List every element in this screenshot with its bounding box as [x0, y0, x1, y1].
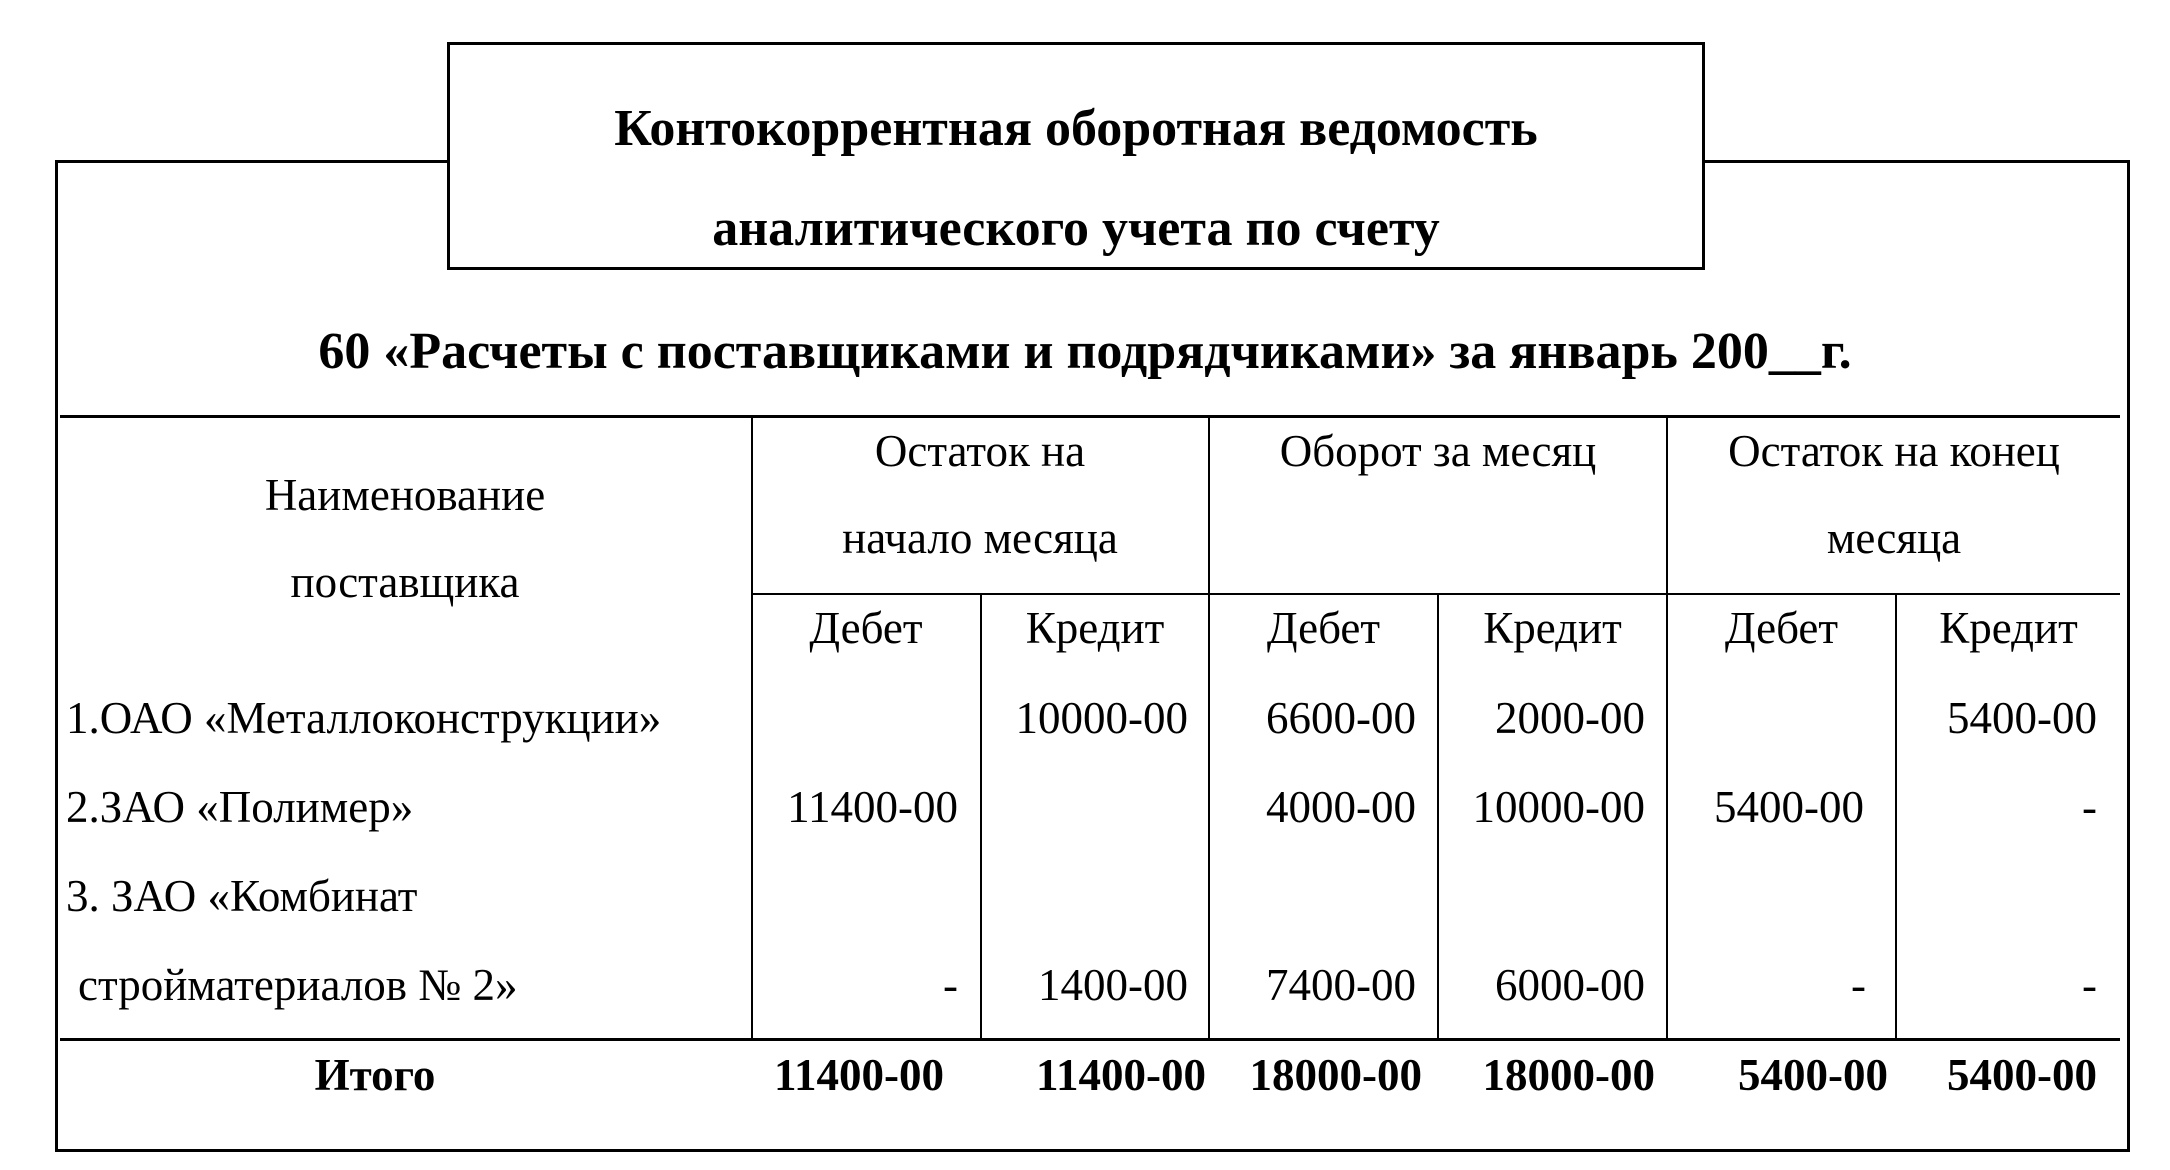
header-opening-line-2: начало месяца — [842, 513, 1118, 563]
title-box — [447, 42, 1705, 270]
header-close-credit: Кредит — [1939, 603, 2078, 653]
row-2-name: 2.ЗАО «Полимер» — [66, 782, 414, 832]
header-closing-line-2: месяца — [1826, 513, 1962, 563]
total-rule — [60, 1038, 2120, 1041]
row-2-close-debit: 5400-00 — [1714, 782, 1864, 832]
row-1-close-credit: 5400-00 — [1947, 693, 2097, 743]
header-close-debit: Дебет — [1724, 603, 1839, 653]
row-2-close-credit: - — [2082, 782, 2097, 832]
header-turn-debit: Дебет — [1266, 603, 1381, 653]
total-open-credit: 11400-00 — [1035, 1050, 1206, 1100]
header-open-credit: Кредит — [1025, 603, 1165, 653]
row-2-open-debit: 11400-00 — [787, 782, 958, 832]
title-line-2: аналитического учета по счету — [712, 200, 1440, 257]
header-turn-credit: Кредит — [1483, 603, 1622, 653]
table-top-rule — [60, 415, 2120, 418]
header-closing-line-1: Остаток на конец — [1728, 426, 2060, 476]
total-open-debit: 11400-00 — [773, 1050, 944, 1100]
row-1-turn-credit: 2000-00 — [1495, 693, 1645, 743]
row-1-name: 1.ОАО «Металлоконструкции» — [66, 693, 662, 743]
row-3-name-line-1: 3. ЗАО «Комбинат — [66, 871, 418, 921]
header-turnover: Оборот за месяц — [1279, 426, 1597, 476]
row-3-open-debit: - — [943, 960, 958, 1010]
row-1-turn-debit: 6600-00 — [1266, 693, 1416, 743]
header-sub-rule — [752, 593, 2120, 595]
total-turn-debit: 18000-00 — [1249, 1050, 1422, 1100]
row-3-open-credit: 1400-00 — [1038, 960, 1188, 1010]
total-turn-credit: 18000-00 — [1482, 1050, 1655, 1100]
subtitle: 60 «Расчеты с поставщиками и подрядчиками» за январь 200__г. — [318, 323, 1852, 380]
row-3-turn-credit: 6000-00 — [1495, 960, 1645, 1010]
header-opening-line-1: Остаток на — [874, 426, 1086, 476]
row-1-open-credit: 10000-00 — [1015, 693, 1188, 743]
total-close-debit: 5400-00 — [1738, 1050, 1888, 1100]
header-open-debit: Дебет — [809, 603, 923, 653]
total-label: Итого — [314, 1050, 436, 1100]
row-3-close-debit: - — [1851, 960, 1866, 1010]
row-3-name-line-2: стройматериалов № 2» — [78, 960, 518, 1010]
header-name-line-2: поставщика — [290, 557, 520, 607]
row-2-turn-debit: 4000-00 — [1266, 782, 1416, 832]
row-3-close-credit: - — [2082, 960, 2097, 1010]
row-2-turn-credit: 10000-00 — [1472, 782, 1645, 832]
row-3-turn-debit: 7400-00 — [1266, 960, 1416, 1010]
col-sep-1 — [751, 416, 753, 1039]
col-sep-5 — [1666, 416, 1668, 1039]
total-close-credit: 5400-00 — [1947, 1050, 2097, 1100]
header-name-line-1: Наименование — [264, 470, 546, 520]
title-line-1: Контокоррентная оборотная ведомость — [614, 100, 1538, 157]
